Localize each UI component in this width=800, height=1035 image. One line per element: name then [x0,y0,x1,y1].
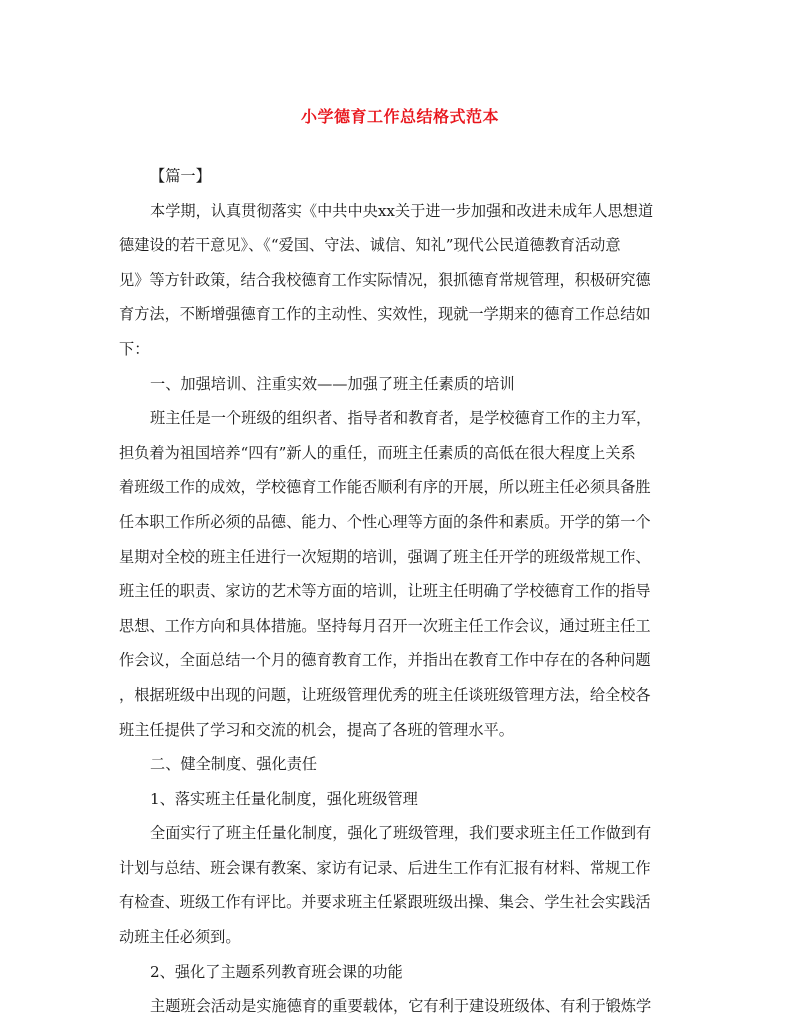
text-line: 班主任提供了学习和交流的机会，提高了各班的管理水平。 [119,720,514,739]
text-line: 2、强化了主题系列教育班会课的功能 [150,962,403,981]
text-line: 有检查、班级工作有评比。并要求班主任紧跟班级出操、集会、学生社会实践活 [119,893,651,912]
text-line: 动班主任必须到。 [119,928,241,947]
text-line: 德建设的若干意见》、《“爱国、守法、诚信、知礼”现代公民道德教育活动意 [119,236,621,255]
text-line: ，根据班级中出现的问题，让班级管理优秀的班主任谈班级管理方法，给全校各 [119,685,651,704]
text-line: 【篇一】 [150,167,211,185]
text-line: 着班级工作的成效，学校德育工作能否顺利有序的开展，所以班主任必须具备胜 [119,478,651,497]
text-line: 见》等方针政策，结合我校德育工作实际情况，狠抓德育常规管理，积极研究德 [119,270,651,289]
text-line: 思想、工作方向和具体措施。坚持每月召开一次班主任工作会议，通过班主任工 [119,616,651,635]
text-line: 育方法，不断增强德育工作的主动性、实效性，现就一学期来的德育工作总结如 [119,305,651,324]
text-line: 一、加强培训、注重实效——加强了班主任素质的培训 [150,374,515,393]
text-line: 1、落实班主任量化制度，强化班级管理 [150,789,418,808]
document-title: 小学德育工作总结格式范本 [300,107,499,126]
text-line: 二、健全制度、强化责任 [150,755,318,774]
text-line: 作会议，全面总结一个月的德育教育工作，并指出在教育工作中存在的各种问题 [119,651,651,670]
text-line: 全面实行了班主任量化制度，强化了班级管理，我们要求班主任工作做到有 [150,824,652,843]
text-line: 班主任的职责、家访的艺术等方面的培训，让班主任明确了学校德育工作的指导 [119,582,651,601]
text-line: 班主任是一个班级的组织者、指导者和教育者，是学校德育工作的主力军， [150,409,652,428]
text-line: 计划与总结、班会课有教案、家访有记录、后进生工作有汇报有材料、常规工作 [119,858,651,877]
text-line: 担负着为祖国培养“四有”新人的重任，而班主任素质的高低在很大程度上关系 [119,443,636,462]
text-line: 主题班会活动是实施德育的重要载体，它有利于建设班级体、有利于锻炼学 [150,997,652,1016]
text-line: 星期对全校的班主任进行一次短期的培训，强调了班主任开学的班级常规工作、 [119,547,651,566]
text-line: 下： [119,339,150,358]
text-line: 任本职工作所必须的品德、能力、个性心理等方面的条件和素质。开学的第一个 [119,512,651,531]
text-line: 本学期，认真贯彻落实《中共中央xx关于进一步加强和改进未成年人思想道 [150,201,654,220]
document-body [119,159,684,1024]
